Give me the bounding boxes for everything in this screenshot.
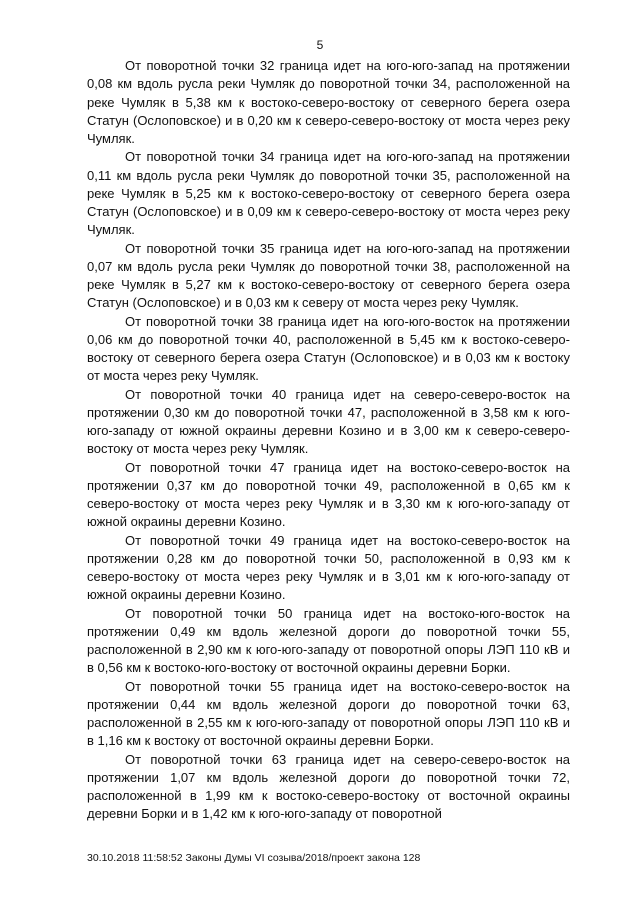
paragraph: От поворотной точки 63 граница идет на северо-северо-восток на протяжении 1,07 км вдоль железной дороги до поворотной точки 72, расположенной в 1,99 км к востоко-северо-востоку от восточной окраины деревни Борки и в 1,42 км к юго-юго-западу от поворотной [87,751,570,822]
paragraph: От поворотной точки 38 граница идет на юго-юго-восток на протяжении 0,06 км до поворотной точки 40, расположенной в 5,45 км к востоко-северо-востоку от северного берега озера Статун (Ослоповское) и в 0,03 км к востоку от моста через реку Чумляк. [87,313,570,384]
document-body [87,57,570,824]
paragraph: От поворотной точки 40 граница идет на северо-северо-восток на протяжении 0,30 км до поворотной точки 47, расположенной в 3,58 км к юго-юго-западу от южной окраины деревни Козино и в 3,00 км к северо-северо-востоку от моста через реку Чумляк. [87,386,570,457]
document-footer: 30.10.2018 11:58:52 Законы Думы VI созыва/2018/проект закона 128 [87,852,421,864]
page-number: 5 [316,38,324,52]
paragraph: От поворотной точки 35 граница идет на юго-юго-запад на протяжении 0,07 км вдоль русла реки Чумляк до поворотной точки 38, расположенной на реке Чумляк в 5,27 км к востоко-северо-востоку от северного берега озера Статун (Ослоповское) и в 0,03 км к северу от моста через реку Чумляк. [87,240,570,311]
paragraph: От поворотной точки 55 граница идет на востоко-северо-восток на протяжении 0,44 км вдоль железной дороги до поворотной точки 63, расположенной в 2,55 км к юго-юго-западу от поворотной опоры ЛЭП 110 кВ и в 1,16 км к востоку от восточной окраины деревни Борки. [87,678,570,749]
paragraph: От поворотной точки 49 граница идет на востоко-северо-восток на протяжении 0,28 км до поворотной точки 50, расположенной в 0,93 км к северо-востоку от моста через реку Чумляк и в 3,01 км к юго-юго-западу от южной окраины деревни Козино. [87,532,570,603]
paragraph: От поворотной точки 32 граница идет на юго-юго-запад на протяжении 0,08 км вдоль русла реки Чумляк до поворотной точки 34, расположенной на реке Чумляк в 5,38 км к востоко-северо-востоку от северного берега озера Статун (Ослоповское) и в 0,20 км к северо-северо-востоку от моста через реку Чумляк. [87,58,570,146]
paragraph: От поворотной точки 34 граница идет на юго-юго-запад на протяжении 0,11 км вдоль русла реки Чумляк до поворотной точки 35, расположенной на реке Чумляк в 5,25 км к востоко-северо-востоку от северного берега озера Статун (Ослоповское) и в 0,09 км к северо-северо-востоку от моста через реку Чумляк. [87,149,570,238]
paragraph: От поворотной точки 47 граница идет на востоко-северо-восток на протяжении 0,37 км до поворотной точки 49, расположенной в 0,65 км к северо-востоку от моста через реку Чумляк и в 3,30 км к юго-юго-западу от южной окраины деревни Козино. [87,459,570,530]
paragraph: От поворотной точки 50 граница идет на востоко-юго-восток на протяжении 0,49 км вдоль железной дороги до поворотной точки 55, расположенной в 2,90 км к юго-юго-западу от поворотной опоры ЛЭП 110 кВ и в 0,56 км к востоко-юго-востоку от восточной окраины деревни Борки. [87,605,570,676]
